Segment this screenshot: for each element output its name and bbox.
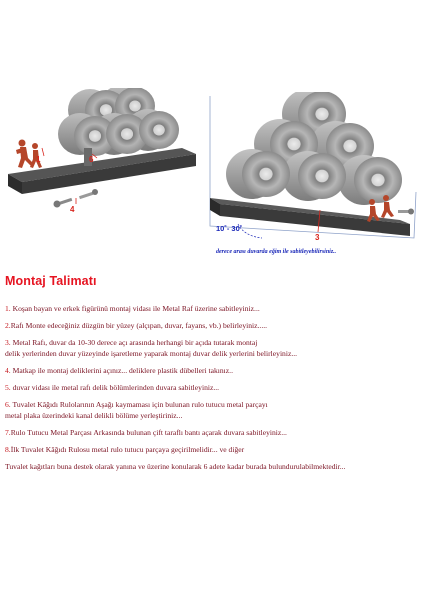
callout-1: 1 <box>36 155 41 164</box>
step-2: 2.Rafı Monte edeceğiniz düzgün bir yüzey (alçıpan, duvar, fayans, vb.) belirleyiniz..... <box>5 321 268 330</box>
callout-6: 6 <box>89 155 94 164</box>
instruction-steps <box>5 303 421 472</box>
angle-label: 10˚- 30˚ <box>216 224 243 233</box>
illustrations <box>0 0 424 255</box>
step-3: 3. Metal Rafı, duvar da 10-30 derece açı arasında herhangi bir açıda tutarak montaj <box>5 338 258 347</box>
step-8: 8.İlk Tuvalet Kâğıdı Rulosu metal rulo tutucu parçaya geçirilmelidir... ve diğer <box>5 445 245 454</box>
step-8-continued: Tuvalet kağıtları buna destek olarak yanına ve üzerine konularak 6 adete kadar burada bulundurulabilmektedir... <box>5 462 346 471</box>
callout-3: 3 <box>315 233 320 242</box>
roll-stack <box>58 88 179 156</box>
step-6-continued: metal plaka üzerindeki kanal delikli bölüme yerleştiriniz... <box>5 411 183 420</box>
callout-4: 4 <box>70 205 75 214</box>
screw-icon <box>398 209 414 215</box>
mounted-view-drawing <box>204 92 422 252</box>
exploded-view-drawing <box>2 88 204 220</box>
step-4: 4. Matkap ile montaj deliklerini açınız... deliklere plastik dübelleri takınız.. <box>5 366 233 375</box>
roll-pyramid <box>226 92 402 205</box>
step-3-continued: delik yerlerinden duvar yüzeyinde işaretleme yaparak montaj duvar delik yerlerini belirleyiniz... <box>5 349 298 358</box>
instructions-title: Montaj Talimatı <box>5 274 97 288</box>
assembly-instructions <box>0 268 424 588</box>
step-5: 5. duvar vidası ile metal rafı delik bölümlerinden duvara sabitleyiniz... <box>5 383 220 392</box>
step-7: 7.Rulo Tutucu Metal Parçası Arkasında bulunan çift taraflı bantı açarak duvara sabitleyiniz... <box>5 428 287 437</box>
angle-caption: derece arası duvarda eğim ile sabitleyebilirsiniz.. <box>216 249 337 255</box>
step-6: 6. Tuvalet Kâğıdı Rulolarının Aşağı kaymaması için bulunan rulo tutucu metal parçayı <box>5 400 268 409</box>
shelf-illustration-mounted <box>204 92 422 252</box>
step-1: 1. Koşan bayan ve erkek figürünü montaj vidası ile Metal Raf üzerine sabitleyiniz... <box>5 304 260 313</box>
shelf-illustration-exploded <box>2 88 204 220</box>
